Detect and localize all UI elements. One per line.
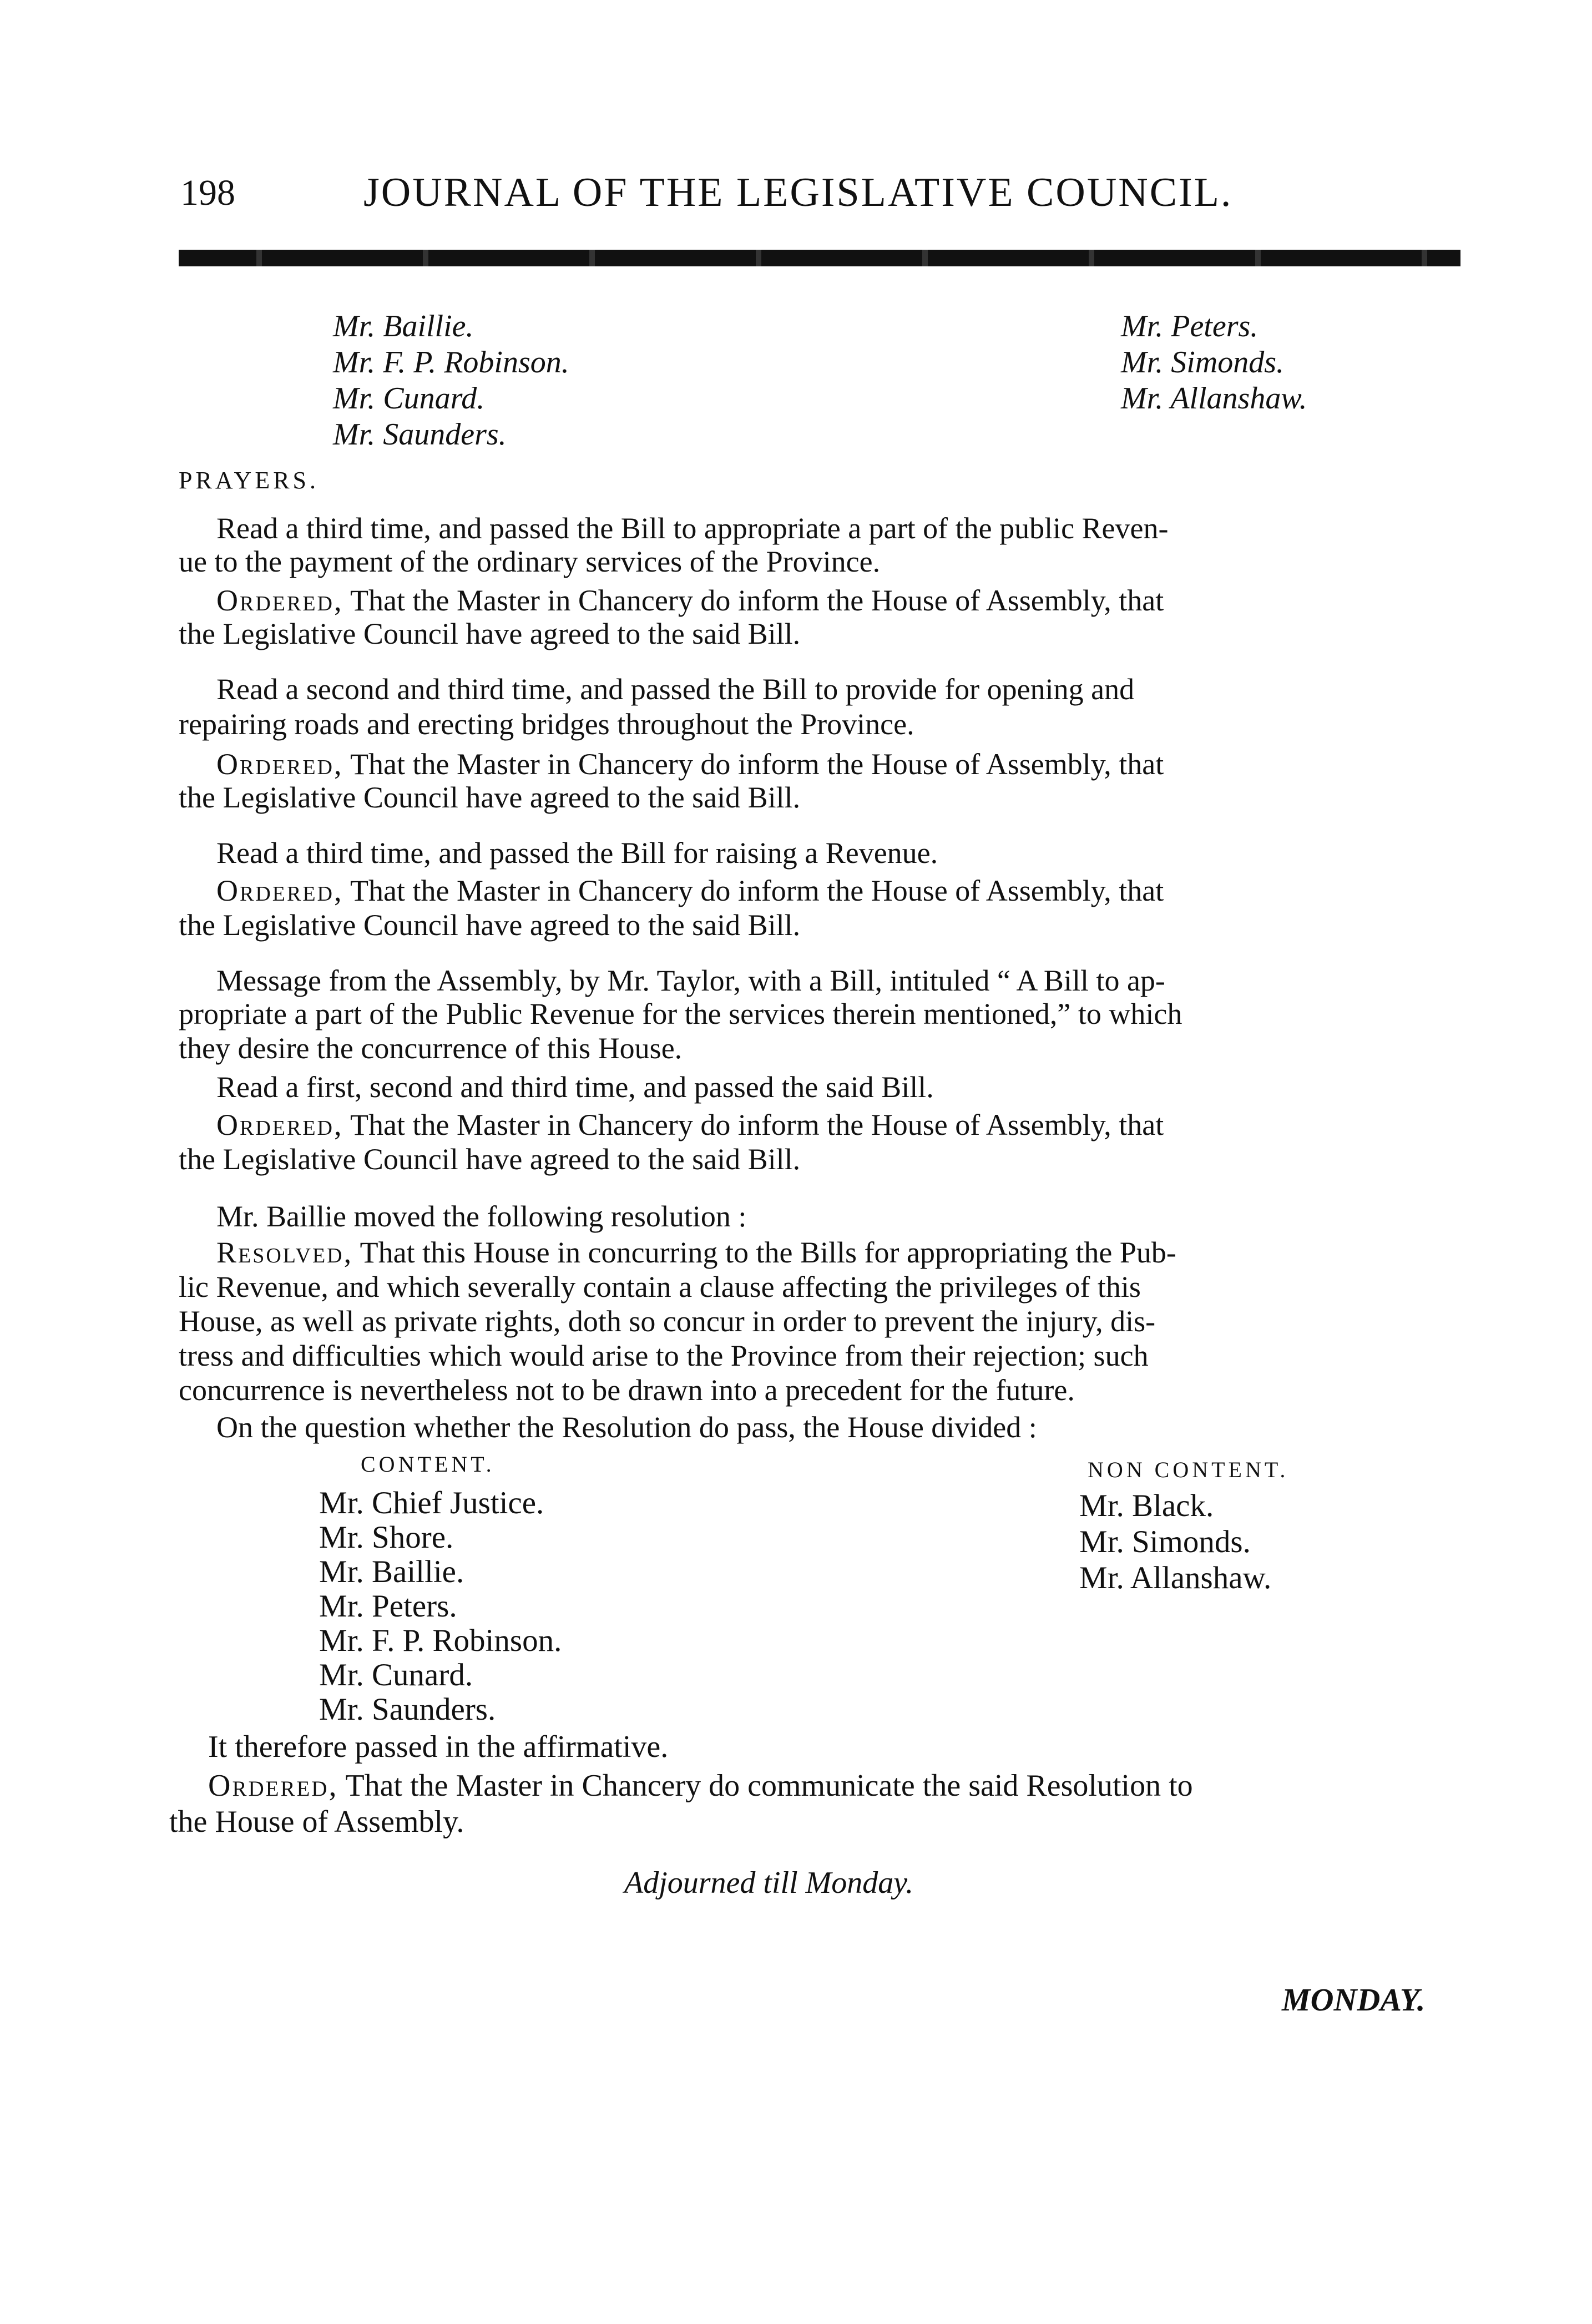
catchword: MONDAY.	[1282, 1982, 1426, 2018]
text-line: Read a first, second and third time, and passed the said Bill.	[216, 1070, 934, 1104]
affirmative-line: It therefore passed in the affirmative.	[208, 1730, 669, 1764]
text-line: propriate a part of the Public Revenue for the services therein mentioned,” to which	[179, 997, 1182, 1030]
ordered-lead: Ordered,	[216, 747, 343, 781]
text-line: lic Revenue, and which severally contain a clause affecting the privileges of this	[179, 1270, 1141, 1304]
adjourned-line: Adjourned till Monday.	[624, 1866, 914, 1900]
ordered-entry	[216, 585, 1164, 615]
non-content-member: Mr. Allanshaw.	[1079, 1560, 1272, 1595]
page-number: 198	[180, 173, 235, 213]
text-line: That the Master in Chancery do inform the House of Assembly, that	[350, 874, 1164, 907]
ordered-lead: Ordered,	[216, 584, 343, 617]
text-line: On the question whether the Resolution do pass, the House divided :	[216, 1411, 1037, 1444]
text-line: ue to the payment of the ordinary services of the Province.	[179, 545, 881, 578]
text-line: That this House in concurring to the Bills for appropriating the Pub-	[360, 1236, 1176, 1269]
resolved-entry	[216, 1237, 1176, 1267]
text-line: Read a third time, and passed the Bill for raising a Revenue.	[216, 836, 938, 870]
text-line: Read a second and third time, and passed the Bill to provide for opening and	[216, 673, 1135, 706]
content-member: Mr. Baillie.	[319, 1554, 464, 1589]
content-member: Mr. Shore.	[319, 1520, 454, 1555]
non-content-member: Mr. Simonds.	[1079, 1524, 1251, 1559]
text-line: the Legislative Council have agreed to the said Bill.	[179, 781, 801, 814]
text-line: the House of Assembly.	[169, 1805, 464, 1839]
present-member: Mr. Saunders.	[333, 417, 507, 452]
text-line: tress and difficulties which would arise to the Province from their rejection; such	[179, 1339, 1149, 1372]
content-member: Mr. Peters.	[319, 1589, 457, 1624]
content-member: Mr. Cunard.	[319, 1658, 473, 1693]
present-member: Mr. Baillie.	[333, 309, 474, 343]
present-member: Mr. Cunard.	[333, 381, 485, 416]
content-member: Mr. Saunders.	[319, 1692, 496, 1727]
ordered-lead: Ordered,	[208, 1769, 338, 1803]
content-heading: CONTENT.	[361, 1452, 495, 1477]
content-member: Mr. Chief Justice.	[319, 1486, 544, 1520]
text-line: That the Master in Chancery do communicate the said Resolution to	[345, 1769, 1193, 1803]
text-line: they desire the concurrence of this House.	[179, 1032, 683, 1065]
present-member: Mr. Peters.	[1121, 309, 1259, 343]
present-member: Mr. Simonds.	[1121, 345, 1285, 380]
present-member: Mr. F. P. Robinson.	[333, 345, 569, 380]
text-line: repairing roads and erecting bridges throughout the Province.	[179, 708, 914, 741]
text-line: the Legislative Council have agreed to the said Bill.	[179, 617, 801, 650]
header-rule	[179, 250, 1460, 266]
non-content-member: Mr. Black.	[1079, 1488, 1214, 1523]
text-line: Message from the Assembly, by Mr. Taylor, with a Bill, intituled “ A Bill to ap-	[216, 964, 1165, 997]
text-line: House, as well as private rights, doth so concur in order to prevent the injury, dis-	[179, 1305, 1156, 1338]
text-line: Read a third time, and passed the Bill to appropriate a part of the public Reven-	[216, 512, 1169, 545]
text-line: Mr. Baillie moved the following resolution :	[216, 1200, 747, 1233]
text-line: That the Master in Chancery do inform the House of Assembly, that	[350, 747, 1164, 781]
ordered-lead: Ordered,	[216, 1108, 343, 1141]
ordered-entry	[208, 1770, 1193, 1801]
running-title: JOURNAL OF THE LEGISLATIVE COUNCIL.	[363, 170, 1233, 215]
text-line: concurrence is nevertheless not to be drawn into a precedent for the future.	[179, 1373, 1075, 1407]
prayers-heading: PRAYERS.	[179, 467, 320, 494]
ordered-entry	[216, 1110, 1164, 1140]
text-line: the Legislative Council have agreed to the said Bill.	[179, 1143, 801, 1176]
text-line: That the Master in Chancery do inform the House of Assembly, that	[350, 584, 1164, 617]
present-member: Mr. Allanshaw.	[1121, 381, 1307, 416]
ordered-entry	[216, 876, 1164, 906]
resolved-lead: Resolved,	[216, 1236, 353, 1269]
text-line: the Legislative Council have agreed to the said Bill.	[179, 908, 801, 942]
non-content-heading: NON CONTENT.	[1088, 1457, 1289, 1482]
ordered-lead: Ordered,	[216, 874, 343, 907]
text-line: That the Master in Chancery do inform the House of Assembly, that	[350, 1108, 1164, 1141]
ordered-entry	[216, 749, 1164, 779]
content-member: Mr. F. P. Robinson.	[319, 1623, 562, 1658]
